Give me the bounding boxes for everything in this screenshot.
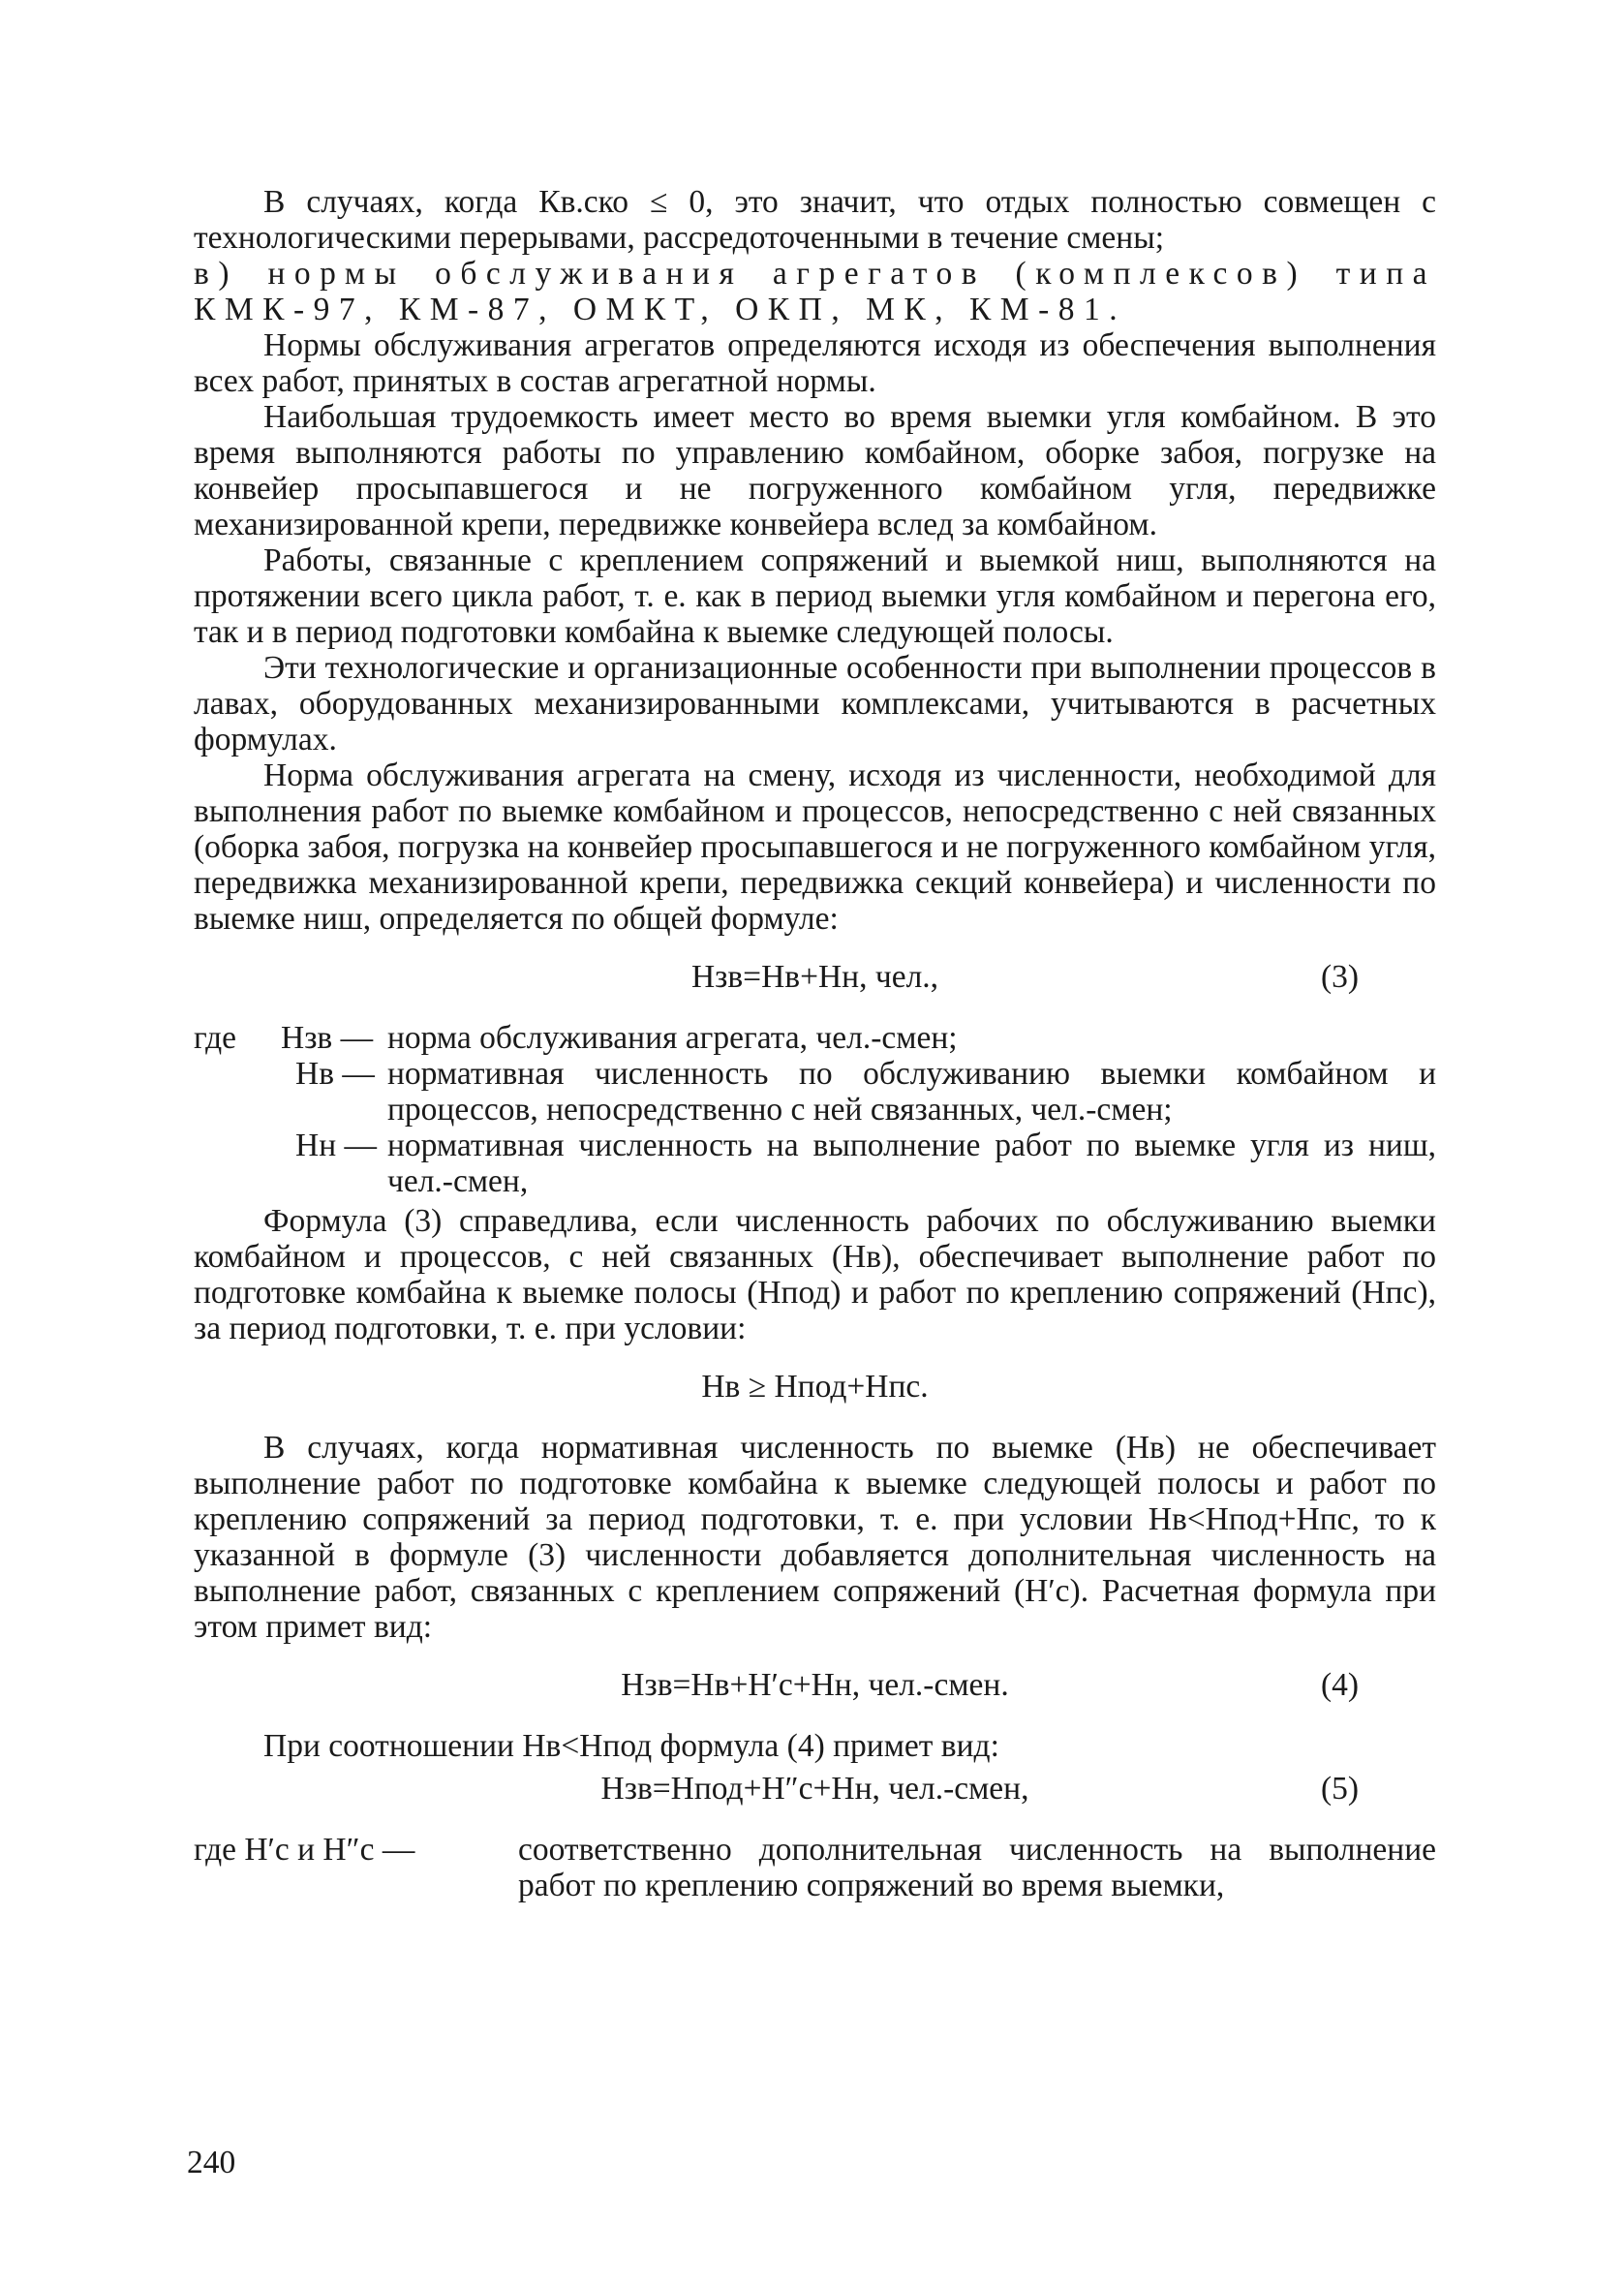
definition-symbol: Нн — (295, 1128, 377, 1163)
definitions-lead: где (194, 1020, 236, 1056)
item-v-heading: в) нормы обслуживания агрегатов (комплексов) типа КМК-97, КМ-87, ОМКТ, ОКП, МК, КМ-81. (194, 256, 1436, 327)
definition-final (194, 1832, 1436, 1903)
paragraph-formula3-validity: Формула (3) справедлива, если численность рабочих по обслуживанию выемки комбайном и процессов, с ней связанных (Нв), обеспечивает выполнение работ по подготовке комбайна к выемке полосы (Нпод) и работ по креплению сопряжений (Нпс), за период подготовки, т. е. при условии: (194, 1203, 1436, 1346)
formula-4 (194, 1666, 1436, 1705)
formula-5-expr: Нзв=Нпод+Н″с+Нн, чел.-смен, (600, 1771, 1029, 1807)
formula-4-number: (4) (1320, 1667, 1359, 1703)
formula-3-expr: Нзв=Нв+Нн, чел., (690, 959, 939, 995)
formula-5-number: (5) (1320, 1771, 1359, 1807)
paragraph-ratio: При соотношении Нв<Нпод формула (4) примет вид: (263, 1728, 999, 1764)
paragraph-features: Эти технологические и организационные особенности при выполнении процессов в лавах, оборудованных механизированными комплексами, учитываются в расчетных формулах. (194, 650, 1436, 757)
definition-row (194, 1128, 1436, 1199)
definition-text: нормативная численность по обслуживанию выемки комбайном и процессов, непосредственно с ней связанных, чел.-смен; (387, 1056, 1436, 1128)
page-number: 240 (187, 2145, 236, 2180)
paragraph-intro: В случаях, когда Кв.ско ≤ 0, это значит, что отдых полностью совмещен с технологическими перерывами, рассредоточенными в течение смены; (194, 184, 1436, 256)
formula-3-number: (3) (1320, 959, 1359, 995)
paragraph-norm-shift: Норма обслуживания агрегата на смену, исходя из численности, необходимой для выполнения работ по выемке комбайном и процессов, непосредственно с ней связанных (оборка забоя, погрузка на конвейер просыпавшегося и не погруженного комбайном угля, передвижка механизированной крепи, передвижка секций конвейера) и численности по выемке ниш, определяется по общей формуле: (194, 757, 1436, 937)
formula-3 (194, 958, 1436, 997)
definition-row (194, 1020, 1436, 1056)
paragraph-norms: Нормы обслуживания агрегатов определяются исходя из обеспечения выполнения всех работ, принятых в состав агрегатной нормы. (194, 327, 1436, 399)
definition-row (194, 1056, 1436, 1128)
paragraph-works: Работы, связанные с креплением сопряжений и выемкой ниш, выполняются на протяжении всего цикла работ, т. е. как в период выемки угля комбайном и перегона его, так и в период подготовки комбайна к выемке следующей полосы. (194, 542, 1436, 650)
definition-final-text: соответственно дополнительная численность на выполнение работ по креплению сопряжений во время выемки, (518, 1832, 1436, 1903)
formula-condition-expr: Нв ≥ Нпод+Нпс. (701, 1369, 929, 1405)
definition-final-symbol: где Н′с и Н″с — (194, 1832, 415, 1868)
definition-symbol: Нзв — (281, 1020, 374, 1056)
page-body (194, 184, 1436, 1903)
definition-text: норма обслуживания агрегата, чел.-смен; (387, 1020, 958, 1056)
formula-5 (194, 1770, 1436, 1808)
paragraph-additional: В случаях, когда нормативная численность по выемке (Нв) не обеспечивает выполнение работ по подготовке комбайна к выемке следующей полосы и работ по креплению сопряжений за период подготовки, т. е. при условии Нв<Нпод+Нпс, то к указанной в формуле (3) численности добавляется дополнительная численность на выполнение работ, связанных с креплением сопряжений (Н′с). Расчетная формула при этом примет вид: (194, 1430, 1436, 1645)
formula-4-expr: Нзв=Нв+Н′с+Нн, чел.-смен. (621, 1667, 1009, 1703)
paragraph-labor: Наибольшая трудоемкость имеет место во время выемки угля комбайном. В это время выполняются работы по управлению комбайном, оборке забоя, погрузке на конвейер просыпавшегося и не погруженного комбайном угля, передвижке механизированной крепи, передвижке конвейера вслед за комбайном. (194, 399, 1436, 542)
definitions-list (194, 1020, 1436, 1199)
formula-condition (194, 1368, 1436, 1406)
definition-symbol: Нв — (295, 1056, 375, 1092)
paragraph-item-v (194, 256, 1436, 327)
definition-text: нормативная численность на выполнение работ по выемке угля из ниш, чел.-смен, (387, 1128, 1436, 1199)
